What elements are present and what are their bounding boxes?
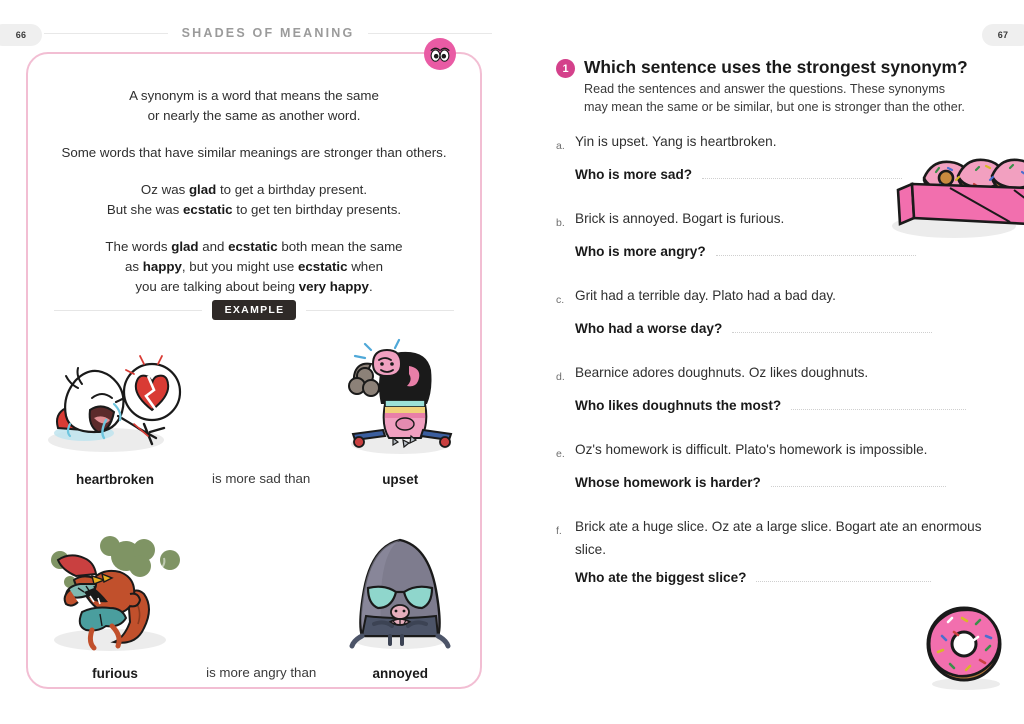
item-sentence-b: Brick is annoyed. Bogart is furious.: [575, 211, 785, 226]
item-stem-d: [556, 361, 988, 389]
item-letter-f: f.: [556, 525, 562, 537]
item-sentence-c: Grit had a terrible day. Plato had a bad day.: [575, 288, 836, 303]
answer-input-b[interactable]: [716, 244, 916, 256]
answer-input-d[interactable]: [791, 398, 966, 410]
intro-strength-note: Some words that have similar meanings are stronger than others.: [61, 145, 447, 160]
item-question-label-f: Who ate the biggest slice?: [575, 570, 747, 585]
page-number-right: 67: [982, 24, 1024, 46]
item-stem-f: [556, 515, 988, 561]
doughnut-illustration: [916, 600, 1016, 692]
example-divider: [54, 300, 454, 320]
item-question-label-a: Who is more sad?: [575, 167, 693, 182]
answer-input-c[interactable]: [732, 321, 932, 333]
item-question-d: [575, 398, 988, 413]
comparison-strong-angry: [40, 524, 190, 681]
list-item: [556, 361, 988, 413]
item-letter-d: d.: [556, 371, 565, 383]
comparison-weak-word-angry: annoyed: [372, 666, 428, 681]
answer-input-f[interactable]: [756, 570, 931, 582]
intro-text: [28, 86, 480, 297]
list-item: [556, 284, 988, 336]
running-head-area: [44, 26, 492, 40]
question-instructions: Read the sentences and answer the questions. These synonyms may mean the same or be similar, but one is stronger than the other.: [584, 82, 965, 114]
comparison-row-angry: [40, 524, 468, 681]
question-title: Which sentence uses the strongest synonym?: [584, 57, 968, 77]
example-rule-right: [306, 310, 454, 311]
running-head-title: SHADES OF MEANING: [181, 26, 355, 40]
right-page: [512, 0, 1024, 724]
upset-character-broken-skateboard-illustration: [335, 330, 465, 458]
item-question-b: [575, 244, 988, 259]
eyes-mascot-icon: [424, 38, 456, 70]
example-badge: EXAMPLE: [212, 300, 297, 320]
item-stem-c: [556, 284, 988, 312]
answer-input-e[interactable]: [771, 475, 946, 487]
furious-squirrel-illustration: [40, 524, 190, 652]
item-question-label-b: Who is more angry?: [575, 244, 706, 259]
item-letter-e: e.: [556, 448, 565, 460]
comparison-weak-word-sad: upset: [382, 472, 419, 487]
item-sentence-a: Yin is upset. Yang is heartbroken.: [575, 134, 777, 149]
list-item: [556, 515, 988, 585]
item-stem-e: [556, 438, 988, 466]
item-sentence-f: Brick ate a huge slice. Oz ate a large slice. Bogart ate an enormous slice.: [575, 519, 982, 557]
rule-right: [368, 33, 492, 34]
question-header: [556, 56, 984, 116]
comparison-strong-sad: [40, 330, 190, 487]
item-question-label-c: Who had a worse day?: [575, 321, 723, 336]
answer-input-a[interactable]: [702, 167, 902, 179]
item-question-f: [575, 570, 988, 585]
example-rule-left: [54, 310, 202, 311]
item-sentence-e: Oz's homework is difficult. Plato's homework is impossible.: [575, 442, 928, 457]
item-question-label-e: Whose homework is harder?: [575, 475, 761, 490]
comparison-weak-sad: [332, 330, 468, 487]
question-number-badge: 1: [556, 59, 575, 78]
item-letter-c: c.: [556, 294, 565, 306]
comparison-row-sad: [40, 330, 468, 487]
rule-left: [44, 33, 168, 34]
item-question-label-d: Who likes doughnuts the most?: [575, 398, 782, 413]
item-letter-a: a.: [556, 140, 565, 152]
annoyed-gray-character-illustration: [340, 524, 460, 652]
intro-definition: A synonym is a word that means the same or nearly the same as another word.: [129, 88, 379, 123]
item-question-e: [575, 475, 988, 490]
doughnut-box-illustration: [890, 140, 1024, 240]
comparison-weak-angry: [332, 524, 468, 681]
comparison-relation-sad: is more sad than: [212, 471, 311, 486]
item-sentence-d: Bearnice adores doughnuts. Oz likes doughnuts.: [575, 365, 869, 380]
comparison-strong-word-sad: heartbroken: [75, 472, 155, 487]
intro-explanation: The words glad and ecstatic both mean the same as happy, but you might use ecstatic when you are talking about being very happy.: [105, 239, 403, 294]
teaching-box: [26, 52, 482, 689]
intro-example-sentences: Oz was glad to get a birthday present. But she was ecstatic to get ten birthday presents.: [106, 182, 402, 217]
list-item: [556, 438, 988, 490]
question-header-text: [584, 56, 968, 116]
comparison-relation-angry: is more angry than: [206, 665, 317, 680]
item-question-c: [575, 321, 988, 336]
comparison-strong-word-angry: furious: [92, 666, 138, 681]
crying-bird-broken-heart-illustration: [40, 330, 190, 458]
page-number-left: 66: [0, 24, 42, 46]
item-letter-b: b.: [556, 217, 565, 229]
